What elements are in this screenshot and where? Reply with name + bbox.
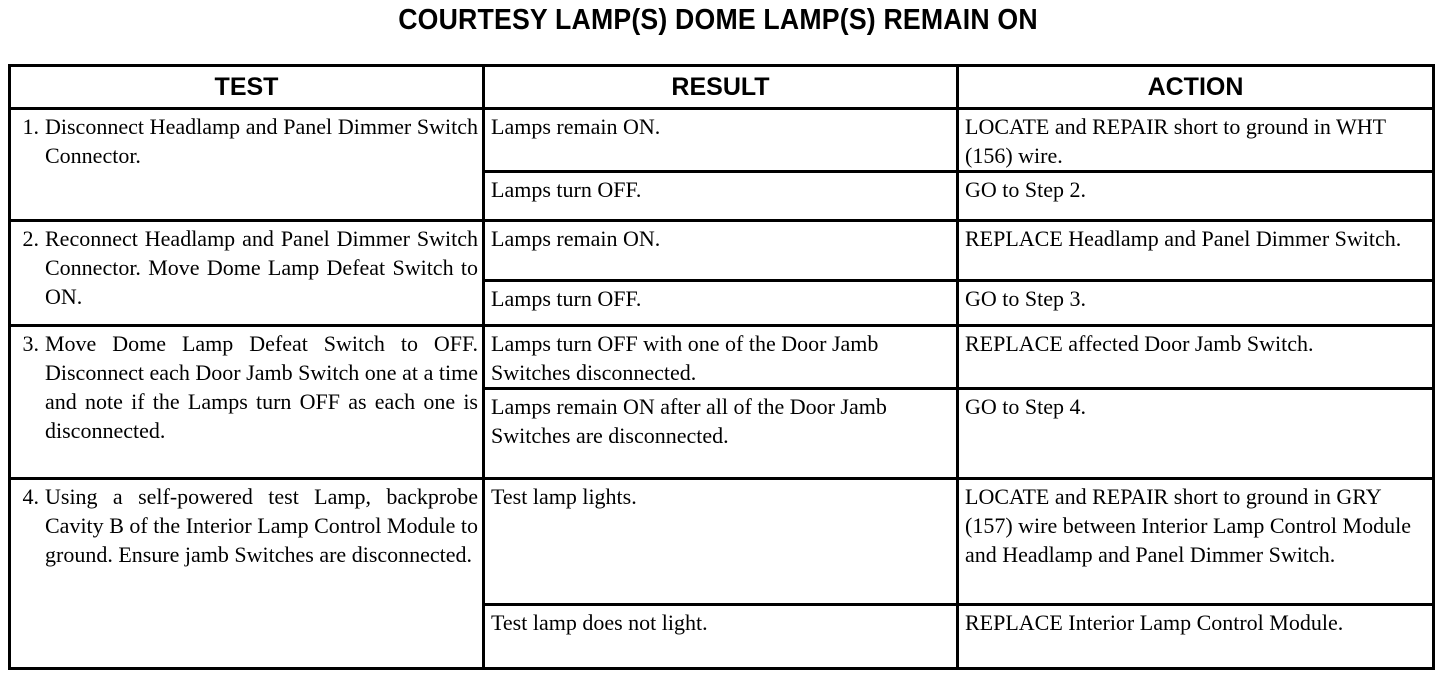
action-cell: LOCATE and REPAIR short to ground in GRY (157) wire between Interior Lamp Control Module and Headlamp and Panel Dimmer Switch.: [958, 479, 1434, 605]
column-header-test: TEST: [10, 66, 484, 109]
action-cell: REPLACE Interior Lamp Control Module.: [958, 605, 1434, 669]
test-cell-step-4: [10, 479, 484, 669]
test-cell-step-2: [10, 221, 484, 326]
page-title: COURTESY LAMP(S) DOME LAMP(S) REMAIN ON: [398, 4, 1038, 36]
test-text: Move Dome Lamp Defeat Switch to OFF. Disconnect each Door Jamb Switch one at a time and note if the Lamps turn OFF as each one is disconnected.: [45, 331, 478, 443]
step-number: 1.: [22, 114, 39, 139]
table-row: [10, 221, 1434, 281]
column-header-result: RESULT: [484, 66, 958, 109]
result-cell: Lamps remain ON.: [484, 221, 958, 281]
test-text: Reconnect Headlamp and Panel Dimmer Switch Connector. Move Dome Lamp Defeat Switch to ON.: [45, 226, 478, 309]
diagnostic-table: [8, 64, 1435, 670]
result-cell: Lamps remain ON.: [484, 109, 958, 172]
action-cell: GO to Step 3.: [958, 281, 1434, 326]
header-row: [10, 66, 1434, 109]
test-text: Disconnect Headlamp and Panel Dimmer Switch Connector.: [45, 114, 478, 168]
step-number: 4.: [22, 484, 39, 509]
step-number: 2.: [22, 226, 39, 251]
action-cell: LOCATE and REPAIR short to ground in WHT (156) wire.: [958, 109, 1434, 172]
result-cell: Lamps remain ON after all of the Door Jamb Switches are disconnected.: [484, 389, 958, 479]
result-cell: Lamps turn OFF.: [484, 172, 958, 221]
test-text: Using a self-powered test Lamp, backprobe Cavity B of the Interior Lamp Control Module to ground. Ensure jamb Switches are disconnected.: [45, 484, 478, 567]
action-cell: REPLACE affected Door Jamb Switch.: [958, 326, 1434, 389]
action-cell: REPLACE Headlamp and Panel Dimmer Switch.: [958, 221, 1434, 281]
result-cell: Lamps turn OFF with one of the Door Jamb Switches disconnected.: [484, 326, 958, 389]
step-number: 3.: [22, 331, 39, 356]
test-cell-step-1: [10, 109, 484, 221]
table-row: [10, 479, 1434, 605]
test-cell-step-3: [10, 326, 484, 479]
table-row: [10, 109, 1434, 172]
table-row: [10, 326, 1434, 389]
action-cell: GO to Step 4.: [958, 389, 1434, 479]
result-cell: Test lamp lights.: [484, 479, 958, 605]
column-header-action: ACTION: [958, 66, 1434, 109]
result-cell: Test lamp does not light.: [484, 605, 958, 669]
result-cell: Lamps turn OFF.: [484, 281, 958, 326]
action-cell: GO to Step 2.: [958, 172, 1434, 221]
